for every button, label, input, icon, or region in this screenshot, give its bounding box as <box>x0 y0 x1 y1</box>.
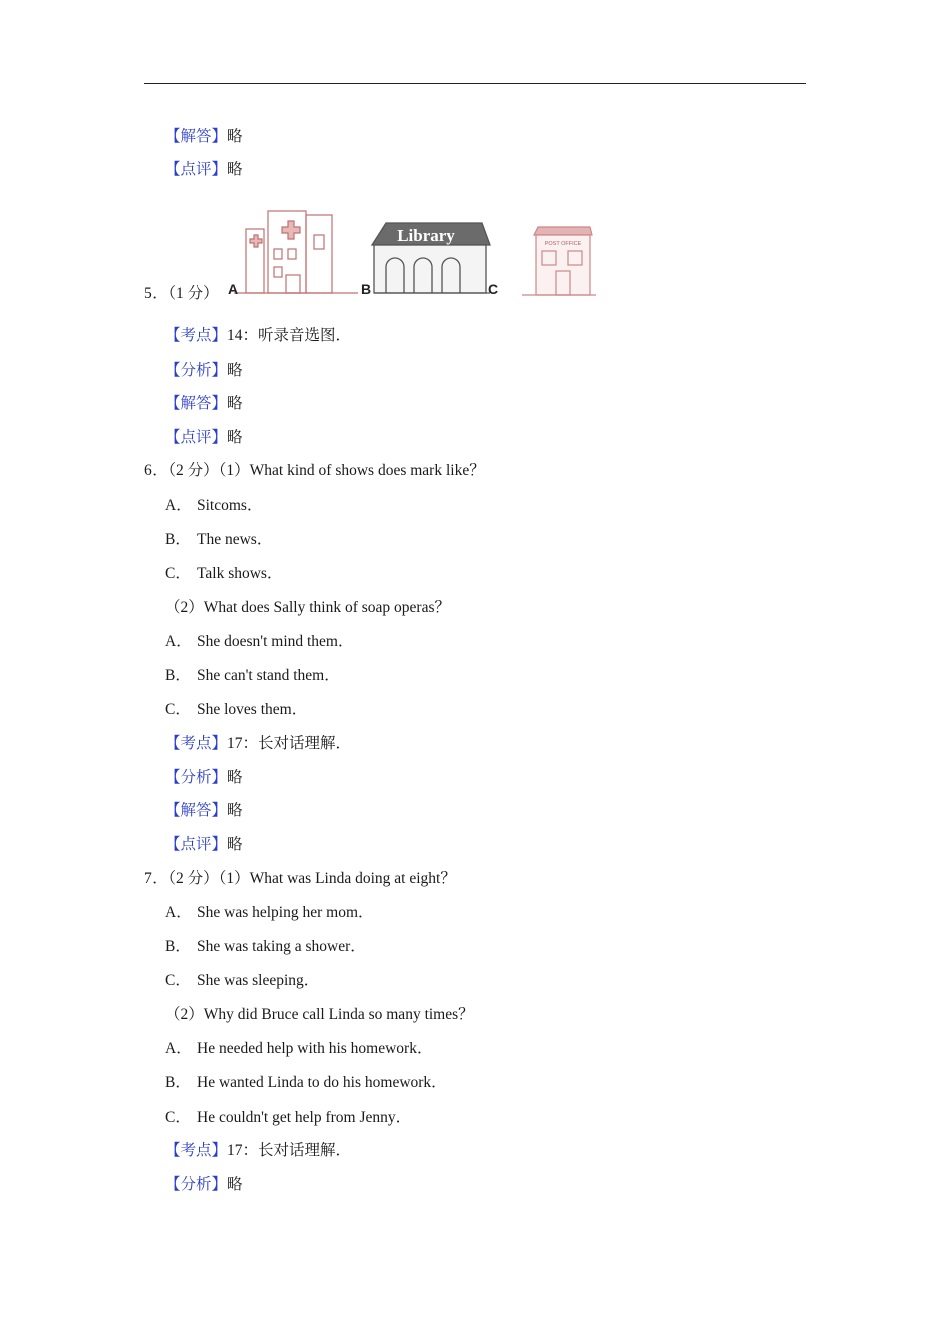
q7-fenxi-text: 略 <box>227 1176 243 1193</box>
q6-sub1-prompt: （1）What kind of shows does mark like？ <box>218 462 485 479</box>
q6-sub2-option-c[interactable]: C． She loves them． <box>165 701 308 718</box>
q6-header <box>144 461 485 481</box>
comment-text: 略 <box>227 161 243 178</box>
q6-kaodian-tag: 【考点】 <box>165 735 228 752</box>
q6-sub2-option-b[interactable]: B． She can't stand them． <box>165 667 340 684</box>
answer-tag: 【解答】 <box>165 128 228 145</box>
q7-sub1-option-b[interactable]: B． She was taking a shower． <box>165 938 366 955</box>
q5-jieda-text: 略 <box>227 395 243 412</box>
q6-dianping-tag: 【点评】 <box>165 836 228 853</box>
q6-jieda <box>165 801 243 821</box>
q5-kaodian <box>165 326 351 346</box>
q7-kaodian-text: 17：长对话理解． <box>227 1142 352 1159</box>
q5-score: （1 分） <box>168 285 219 302</box>
q6-score: （2 分） <box>168 462 219 479</box>
q6-sub1-option-b[interactable]: B． The news． <box>165 531 273 548</box>
q7-sub2-option-c[interactable]: C． He couldn't get help from Jenny． <box>165 1109 412 1126</box>
q6-sub1-option-a[interactable]: A． Sitcoms． <box>165 497 263 514</box>
q6-fenxi <box>165 768 243 788</box>
q7-sub1-prompt: （1）What was Linda doing at eight？ <box>218 870 456 887</box>
q6-dianping-text: 略 <box>227 836 243 853</box>
q6-dianping <box>165 835 243 855</box>
q7-number: 7． <box>144 870 169 887</box>
q7-header <box>144 869 456 889</box>
header-rule <box>144 83 806 84</box>
q7-kaodian <box>165 1141 351 1161</box>
q5-fenxi-text: 略 <box>227 362 243 379</box>
q6-jieda-tag: 【解答】 <box>165 802 228 819</box>
q5-jieda <box>165 394 243 414</box>
answer-text: 略 <box>227 128 243 145</box>
q6-kaodian-text: 17：长对话理解． <box>227 735 352 752</box>
q6-jieda-text: 略 <box>227 802 243 819</box>
comment-tag: 【点评】 <box>165 161 228 178</box>
post-office-sign: POST OFFICE <box>544 241 582 247</box>
q5-kaodian-text: 14：听录音选图． <box>227 327 352 344</box>
q5-fenxi <box>165 361 243 381</box>
q6-fenxi-text: 略 <box>227 769 243 786</box>
library-sign: Library <box>397 226 455 245</box>
q7-sub2-option-a[interactable]: A． He needed help with his homework． <box>165 1040 433 1057</box>
q6-fenxi-tag: 【分析】 <box>165 769 228 786</box>
q6-sub2-prompt: （2）What does Sally think of soap operas？ <box>165 599 450 616</box>
q7-kaodian-tag: 【考点】 <box>165 1142 228 1159</box>
q5-number: 5． <box>144 285 169 302</box>
q5-dianping-text: 略 <box>227 429 243 446</box>
q7-sub2-prompt: （2）Why did Bruce call Linda so many times？ <box>165 1006 474 1023</box>
q7-sub1-option-c[interactable]: C． She was sleeping． <box>165 972 320 989</box>
q6-number: 6． <box>144 462 169 479</box>
q7-fenxi-tag: 【分析】 <box>165 1176 228 1193</box>
option-b-label: B <box>361 281 372 297</box>
q5-jieda-tag: 【解答】 <box>165 395 228 412</box>
comment-line <box>165 160 243 180</box>
option-c-label: C <box>488 281 499 297</box>
q5-dianping <box>165 428 243 448</box>
answer-line <box>165 127 243 147</box>
q5-header <box>144 284 219 304</box>
q7-sub1-option-a[interactable]: A． She was helping her mom． <box>165 904 374 921</box>
option-a-label: A <box>228 281 239 297</box>
q5-fenxi-tag: 【分析】 <box>165 362 228 379</box>
hospital-icon <box>234 211 358 293</box>
post-office-icon <box>522 227 596 295</box>
q6-sub1-option-c[interactable]: C． Talk shows． <box>165 565 283 582</box>
q7-sub2-option-b[interactable]: B． He wanted Linda to do his homework． <box>165 1074 447 1091</box>
q6-sub2-option-a[interactable]: A． She doesn't mind them． <box>165 633 354 650</box>
q5-dianping-tag: 【点评】 <box>165 429 228 446</box>
q7-score: （2 分） <box>168 870 219 887</box>
q7-fenxi <box>165 1175 243 1195</box>
q5-kaodian-tag: 【考点】 <box>165 327 228 344</box>
q5-picture-options <box>228 205 598 297</box>
q6-kaodian <box>165 734 351 754</box>
buildings-illustration <box>228 205 598 297</box>
